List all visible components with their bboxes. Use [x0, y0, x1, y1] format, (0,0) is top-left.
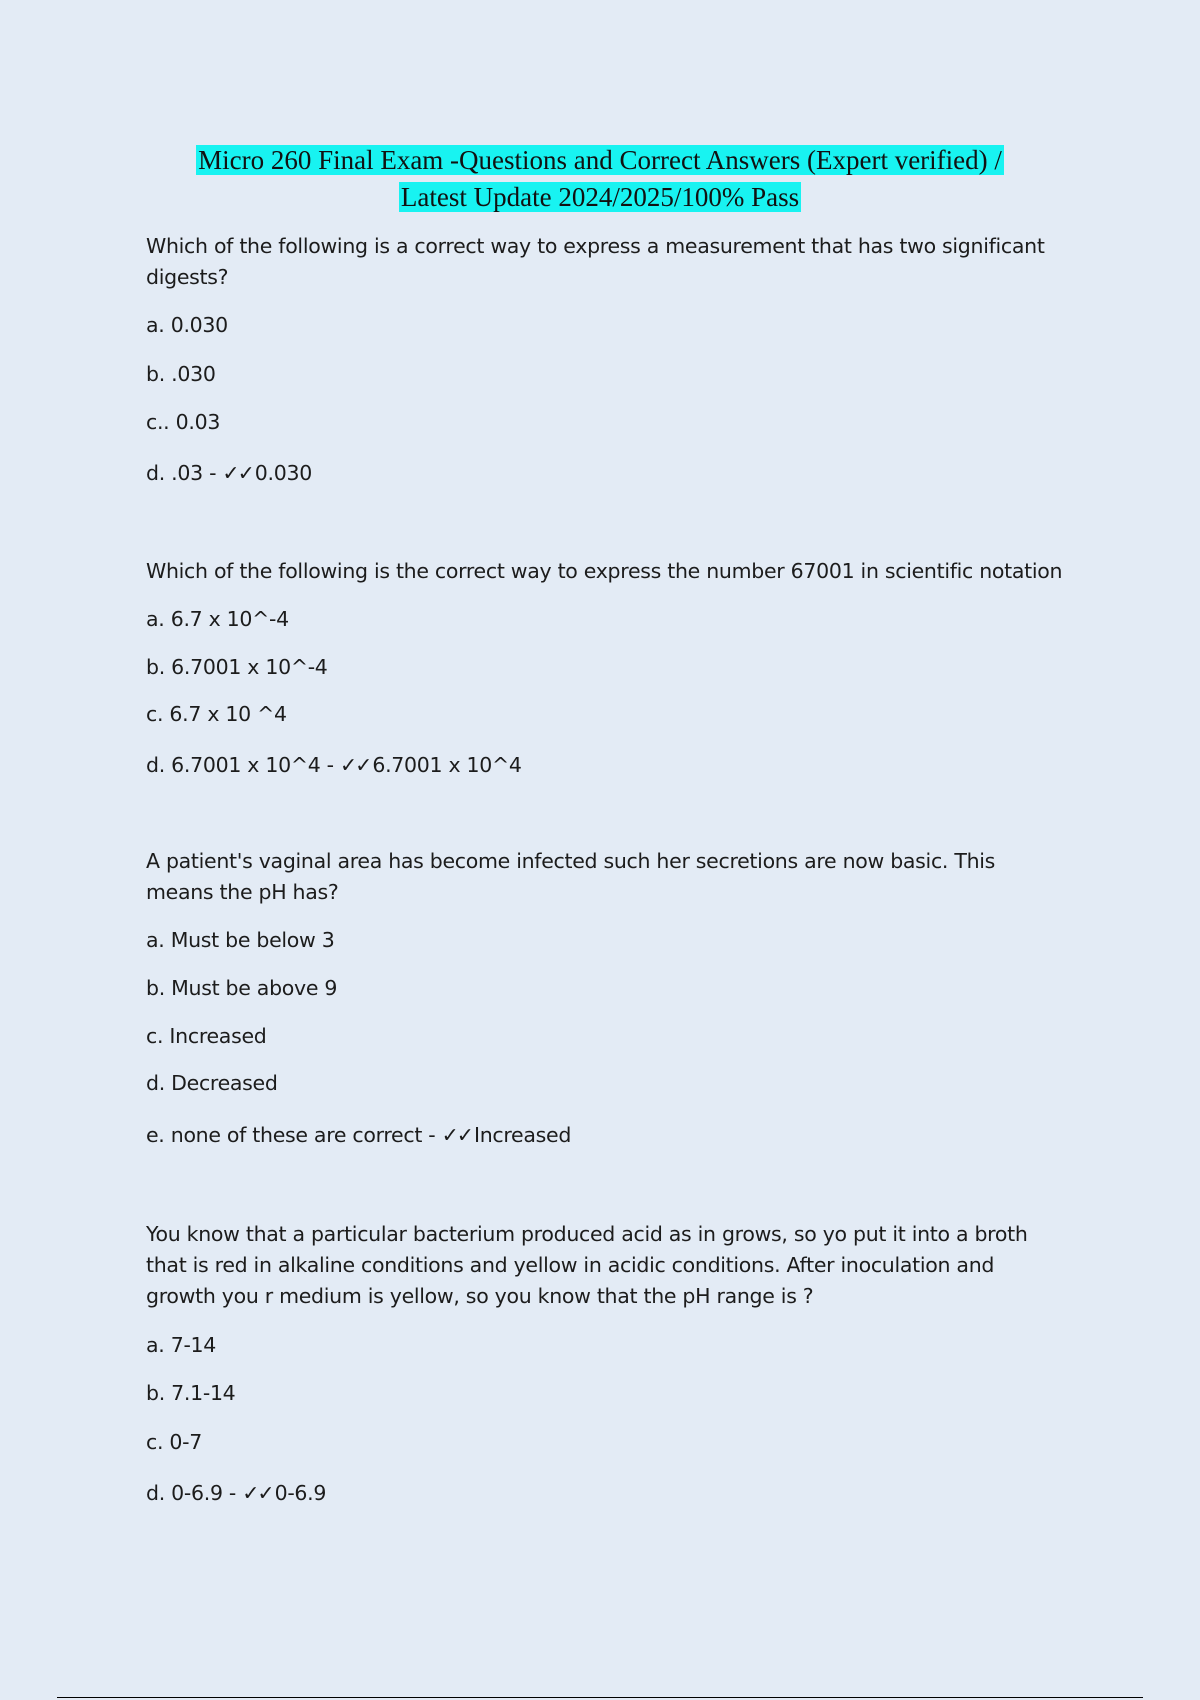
check-icon: ✓✓ [242, 1481, 273, 1505]
option-text: d. .03 - [146, 461, 223, 485]
check-icon: ✓✓ [441, 1123, 472, 1147]
option: b. .030 [146, 362, 216, 386]
title-line-1: Micro 260 Final Exam -Questions and Correct Answers (Expert verified) / [198, 145, 1002, 175]
check-icon: ✓✓ [222, 461, 253, 485]
question-2-text: Which of the following is the correct way to express the number 67001 in scientific notation [146, 559, 1063, 583]
answer-option [146, 1121, 571, 1149]
option-text: d. 6.7001 x 10^4 - [146, 753, 340, 777]
option: a. 0.030 [146, 313, 228, 337]
option: b. Must be above 9 [146, 976, 338, 1000]
option-text: d. 0-6.9 - [146, 1481, 243, 1505]
option: c. Increased [146, 1024, 267, 1048]
correct-answer: 0.030 [254, 461, 312, 485]
option: d. Decreased [146, 1071, 278, 1095]
check-icon: ✓✓ [339, 753, 371, 777]
correct-answer: 0-6.9 [274, 1481, 327, 1505]
option: a. Must be below 3 [146, 928, 335, 952]
footer-divider [57, 1697, 1143, 1698]
option: a. 6.7 x 10^-4 [146, 607, 289, 631]
answer-option [146, 459, 312, 487]
question-1-text: Which of the following is a correct way to express a measurement that has two significant digests? [146, 234, 1045, 289]
option-text: e. none of these are correct - [146, 1123, 442, 1147]
correct-answer: Increased [473, 1123, 572, 1147]
correct-answer: 6.7001 x 10^4 [372, 753, 522, 777]
question-3-text: A patient's vaginal area has become infected such her secretions are now basic. This means the pH has? [146, 849, 996, 904]
answer-option [146, 751, 522, 779]
answer-option [146, 1479, 326, 1507]
title-line-2: Latest Update 2024/2025/100% Pass [400, 182, 800, 212]
question-4-text: You know that a particular bacterium produced acid as in grows, so yo put it into a broth that is red in alkaline conditions and yellow in acidic conditions. After inoculation and growth you r medium is yellow, so you know that the pH range is ? [146, 1222, 1028, 1308]
option: b. 7.1-14 [146, 1381, 236, 1405]
option: b. 6.7001 x 10^-4 [146, 655, 328, 679]
option: c. 0-7 [146, 1430, 202, 1454]
option: c. 6.7 x 10 ^4 [146, 702, 287, 726]
option: c.. 0.03 [146, 410, 221, 434]
document-title [60, 142, 1140, 216]
option: a. 7-14 [146, 1333, 217, 1357]
